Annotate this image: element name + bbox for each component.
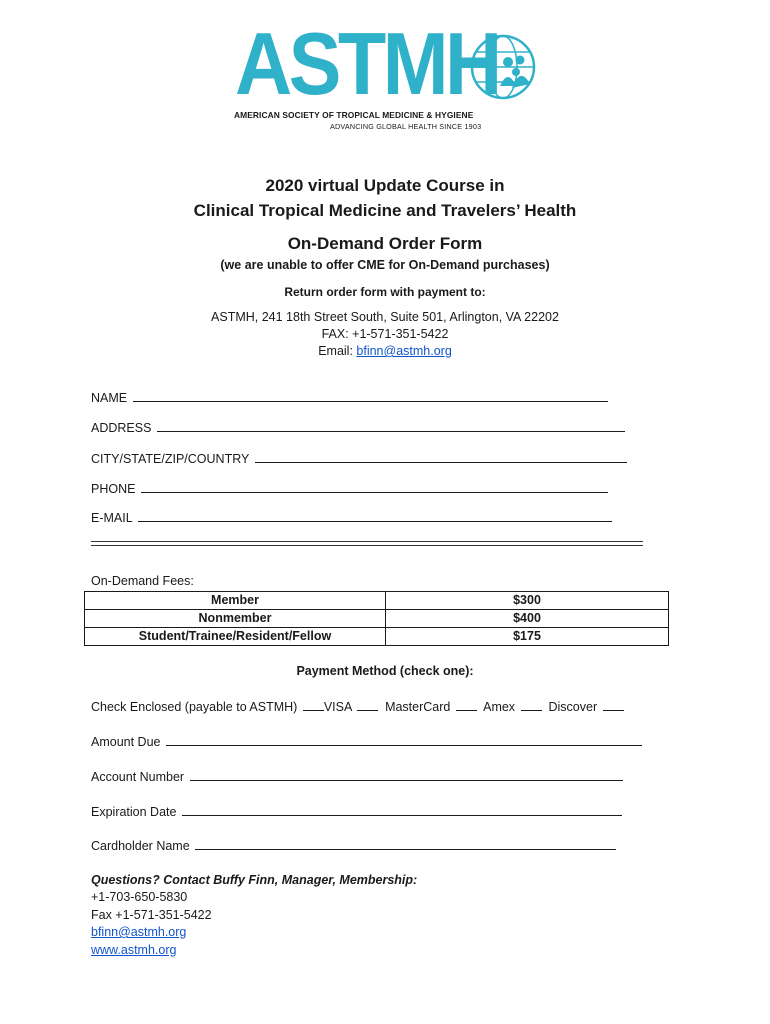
email-label: Email: — [318, 344, 357, 358]
table-row — [85, 628, 669, 646]
mastercard-label: MasterCard — [385, 700, 451, 714]
fee-price: $400 — [386, 610, 669, 628]
contact-email-link[interactable]: bfinn@astmh.org — [91, 925, 187, 939]
email-field[interactable] — [91, 510, 612, 525]
cme-note: (we are unable to offer CME for On-Demand purchases) — [220, 258, 550, 272]
cardholder-label: Cardholder Name — [91, 839, 190, 853]
account-number-label: Account Number — [91, 770, 185, 784]
discover-label: Discover — [548, 700, 598, 714]
fee-price: $175 — [386, 628, 669, 646]
form-title: On-Demand Order Form — [287, 234, 483, 253]
cardholder-field[interactable] — [91, 838, 616, 853]
city-field[interactable] — [91, 451, 627, 466]
fees-table — [84, 591, 669, 646]
contact-email — [91, 925, 186, 939]
city-label: CITY/STATE/ZIP/COUNTRY — [91, 452, 250, 466]
amount-due-field[interactable] — [91, 734, 642, 749]
name-blank[interactable] — [133, 390, 608, 402]
email-link[interactable]: bfinn@astmh.org — [356, 344, 452, 358]
amex-blank[interactable] — [521, 699, 542, 711]
fee-type: Student/Trainee/Resident/Fellow — [85, 628, 386, 646]
course-title-line1: 2020 virtual Update Course in — [265, 176, 505, 195]
contact-phone: +1-703-650-5830 — [91, 890, 188, 904]
website-link[interactable]: www.astmh.org — [91, 943, 177, 957]
mastercard-blank[interactable] — [456, 699, 477, 711]
address-label: ADDRESS — [91, 421, 152, 435]
phone-blank[interactable] — [141, 481, 608, 493]
payment-options — [91, 699, 624, 714]
fee-price: $300 — [386, 592, 669, 610]
contact-fax: Fax +1-571-351-5422 — [91, 908, 212, 922]
expiration-label: Expiration Date — [91, 805, 177, 819]
visa-blank[interactable] — [357, 699, 378, 711]
address-field[interactable] — [91, 420, 625, 435]
table-row — [85, 610, 669, 628]
logo-wordmark: ASTMH — [235, 14, 499, 113]
phone-label: PHONE — [91, 482, 136, 496]
name-label: NAME — [91, 391, 128, 405]
visa-label: VISA — [323, 700, 352, 714]
logo-tagline: ADVANCING GLOBAL HEALTH SINCE 1903 — [330, 122, 482, 131]
email-field-label: E-MAIL — [91, 511, 133, 525]
address-blank[interactable] — [157, 420, 625, 432]
city-blank[interactable] — [255, 451, 627, 463]
cardholder-blank[interactable] — [195, 838, 616, 850]
mailing-address: ASTMH, 241 18th Street South, Suite 501, Arlington, VA 22202 — [211, 310, 559, 324]
separator — [91, 541, 643, 546]
email-blank[interactable] — [138, 510, 612, 522]
email-line — [0, 344, 770, 358]
amount-due-label: Amount Due — [91, 735, 161, 749]
fee-type: Member — [85, 592, 386, 610]
fax-number: FAX: +1-571-351-5422 — [321, 327, 449, 341]
check-blank[interactable] — [303, 699, 324, 711]
account-number-field[interactable] — [91, 769, 623, 784]
fee-type: Nonmember — [85, 610, 386, 628]
return-label: Return order form with payment to: — [284, 285, 486, 299]
amount-due-blank[interactable] — [166, 734, 642, 746]
course-title-line2: Clinical Tropical Medicine and Travelers’ Health — [193, 201, 577, 220]
account-number-blank[interactable] — [190, 769, 623, 781]
expiration-blank[interactable] — [182, 804, 622, 816]
check-label: Check Enclosed (payable to ASTMH) — [91, 700, 298, 714]
payment-title: Payment Method (check one): — [296, 664, 474, 678]
contact-question: Questions? Contact Buffy Finn, Manager, Membership: — [91, 873, 418, 887]
discover-blank[interactable] — [603, 699, 624, 711]
table-row — [85, 592, 669, 610]
logo-subtitle: AMERICAN SOCIETY OF TROPICAL MEDICINE & HYGIENE — [234, 110, 474, 120]
amex-label: Amex — [483, 700, 516, 714]
astmh-logo — [232, 14, 540, 134]
expiration-field[interactable] — [91, 804, 622, 819]
fees-label: On-Demand Fees: — [91, 574, 194, 588]
globe-people-icon — [470, 34, 536, 100]
phone-field[interactable] — [91, 481, 608, 496]
contact-website — [91, 943, 176, 957]
name-field[interactable] — [91, 390, 608, 405]
